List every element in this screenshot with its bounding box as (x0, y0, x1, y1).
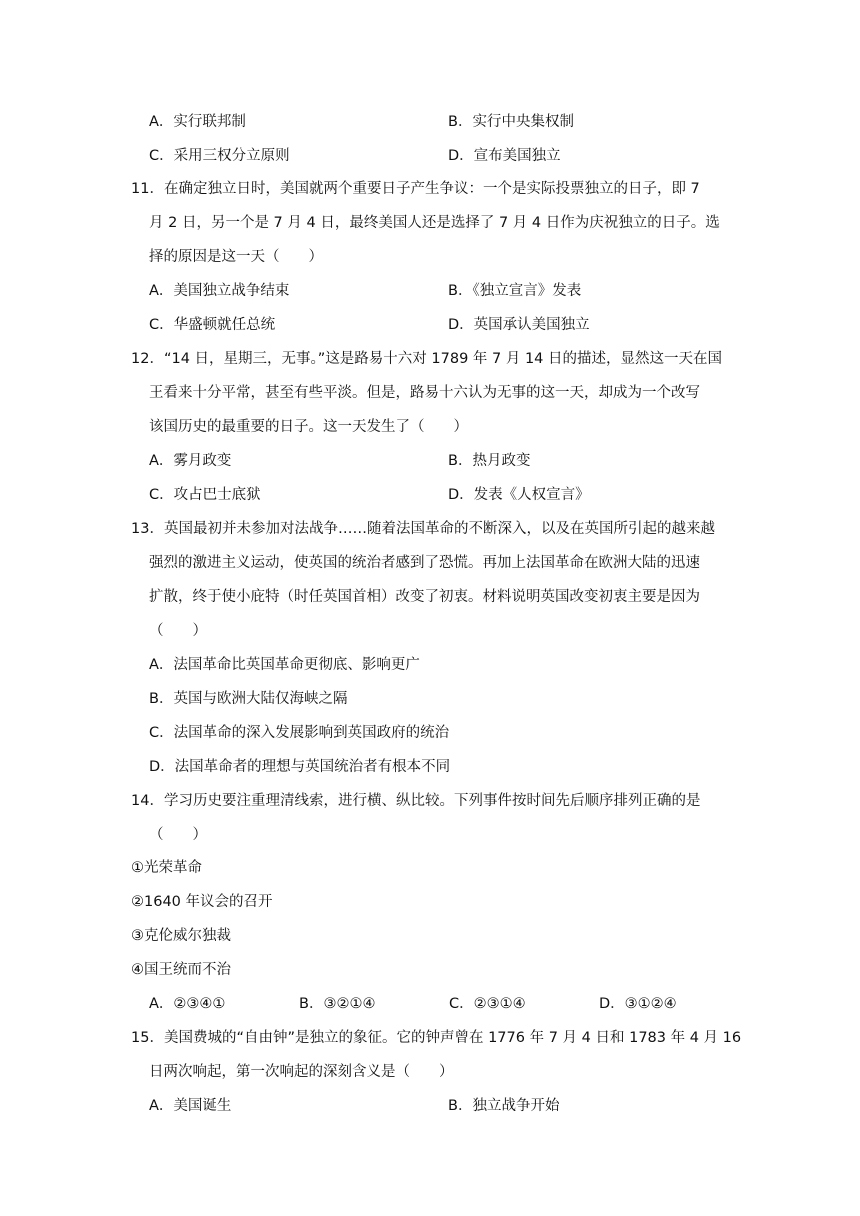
q14-item-3: ③克伦威尔独裁 (131, 928, 231, 944)
q14-option-d[interactable]: D．③①②④ (599, 996, 677, 1012)
q14-option-a[interactable]: A．②③④① (149, 996, 226, 1012)
q11-stem-line-1: 11．在确定独立日时，美国就两个重要日子产生争议：一个是实际投票独立的日子，即 7 (131, 181, 700, 197)
q14-stem-line-2: （ ） (149, 827, 207, 843)
q14-option-b[interactable]: B．③②①④ (299, 996, 376, 1012)
q14-options-row (149, 994, 677, 1014)
q13-option-a[interactable]: A．法国革命比英国革命更彻底、影响更广 (149, 657, 420, 673)
q13-option-b[interactable]: B．英国与欧洲大陆仅海峡之隔 (149, 691, 348, 707)
q13-option-d[interactable]: D．法国革命者的理想与英国统治者有根本不同 (149, 759, 451, 775)
q11-option-d[interactable]: D．英国承认美国独立 (448, 317, 590, 333)
q10-option-d[interactable]: D．宣布美国独立 (448, 148, 561, 164)
q13-stem-line-2: 强烈的激进主义运动，使英国的统治者感到了恐慌。再加上法国革命在欧洲大陆的迅速 (149, 555, 700, 571)
q14-item-1: ①光荣革命 (131, 860, 202, 876)
q11-option-a[interactable]: A．美国独立战争结束 (149, 283, 290, 299)
q13-stem-line-3: 扩散，终于使小庇特（时任英国首相）改变了初衷。材料说明英国改变初衷主要是因为 (149, 589, 700, 605)
q13-stem-line-4: （ ） (149, 623, 207, 639)
q12-option-a[interactable]: A．雾月政变 (149, 453, 232, 469)
q12-option-b[interactable]: B．热月政变 (448, 453, 531, 469)
q11-stem-line-2: 月 2 日，另一个是 7 月 4 日，最终美国人还是选择了 7 月 4 日作为庆祝独立的日子。选 (149, 215, 720, 231)
q10-option-c[interactable]: C．采用三权分立原则 (149, 148, 290, 164)
q12-stem-line-3: 该国历史的最重要的日子。这一天发生了（ ） (149, 419, 468, 435)
q14-item-4: ④国王统而不治 (131, 962, 231, 978)
q12-option-c[interactable]: C．攻占巴士底狱 (149, 487, 261, 503)
q12-stem-line-1: 12．“14 日，星期三，无事。”这是路易十六对 1789 年 7 月 14 日的描述，显然这一天在国 (131, 351, 723, 367)
q13-stem-line-1: 13．英国最初并未参加对法战争……随着法国革命的不断深入，以及在英国所引起的越来越 (131, 521, 715, 537)
q15-option-a[interactable]: A．美国诞生 (149, 1098, 232, 1114)
q15-option-b[interactable]: B．独立战争开始 (448, 1098, 560, 1114)
q12-stem-line-2: 王看来十分平常，甚至有些平淡。但是，路易十六认为无事的这一天，却成为一个改写 (149, 385, 700, 401)
q11-option-b[interactable]: B．《独立宣言》发表 (448, 283, 582, 299)
q14-item-2: ②1640 年议会的召开 (131, 894, 273, 910)
q10-option-a[interactable]: A．实行联邦制 (149, 114, 246, 130)
q10-option-b[interactable]: B．实行中央集权制 (448, 114, 574, 130)
q15-stem-line-1: 15．美国费城的“自由钟”是独立的象征。它的钟声曾在 1776 年 7 月 4 日和 1783 年 4 月 16 (131, 1030, 742, 1046)
q11-stem-line-3: 择的原因是这一天（ ） (149, 249, 323, 265)
q14-stem-line-1: 14．学习历史要注重理清线索，进行横、纵比较。下列事件按时间先后顺序排列正确的是 (131, 793, 701, 809)
q13-option-c[interactable]: C．法国革命的深入发展影响到英国政府的统治 (149, 725, 450, 741)
q11-option-c[interactable]: C．华盛顿就任总统 (149, 317, 276, 333)
q15-stem-line-2: 日两次响起，第一次响起的深刻含义是（ ） (149, 1064, 454, 1080)
q14-option-c[interactable]: C．②③①④ (449, 996, 526, 1012)
q12-option-d[interactable]: D．发表《人权宣言》 (448, 487, 590, 503)
